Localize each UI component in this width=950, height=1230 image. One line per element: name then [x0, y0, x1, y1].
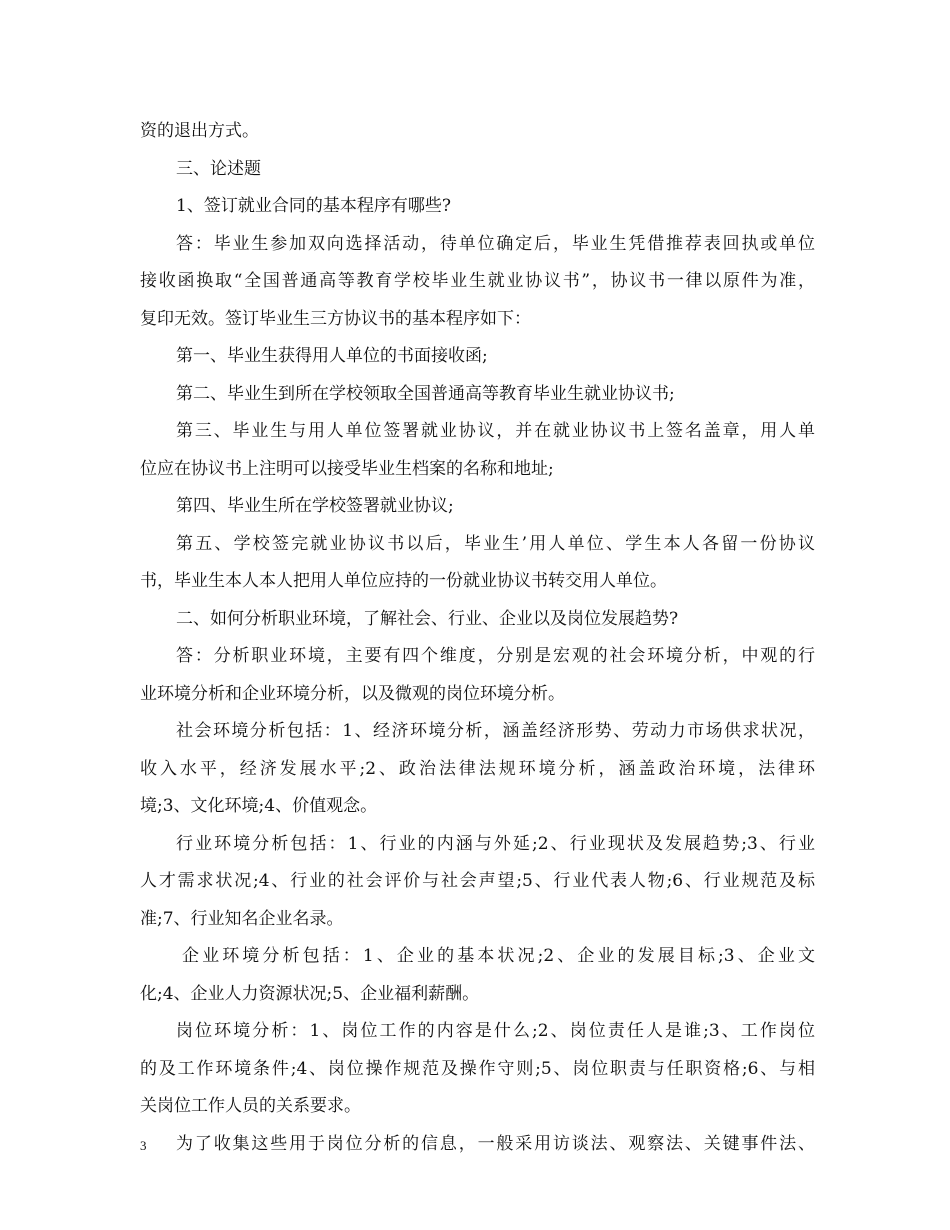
text-line: 收入水平，经济发展水平;2、政治法律法规环境分析，涵盖政治环境，法律环 [140, 758, 815, 779]
text-line: 第二、毕业生到所在学校领取全国普通高等教育毕业生就业协议书; [176, 383, 675, 404]
text-line: 复印无效。签订毕业生三方协议书的基本程序如下： [140, 308, 531, 329]
text-line: 为了收集这些用于岗位分析的信息，一般采用访谈法、观察法、关键事件法、 [176, 1133, 815, 1154]
text-line: 接收函换取“全国普通高等教育学校毕业生就业协议书”，协议书一律以原件为准， [140, 271, 815, 291]
text-line: 企业环境分析包括：1、企业的基本状况;2、企业的发展目标;3、企业文 [182, 946, 815, 966]
question-heading: 1、签订就业合同的基本程序有哪些? [176, 196, 451, 216]
page-number: 3 [140, 1138, 147, 1153]
section-heading: 三、论述题 [176, 158, 261, 179]
text-line: 准;7、行业知名企业名录。 [140, 908, 344, 929]
document-body [140, 113, 815, 1163]
text-line: 岗位环境分析：1、岗位工作的内容是什么;2、岗位责任人是谁;3、工作岗位 [176, 1021, 815, 1041]
text-line: 境;3、文化环境;4、价值观念。 [140, 796, 378, 816]
text-line: 第三、毕业生与用人单位签署就业协议，并在就业协议书上签名盖章，用人单 [176, 421, 815, 441]
text-line: 书，毕业生本人本人把用人单位应持的一份就业协议书转交用人单位。 [140, 571, 667, 591]
question-heading: 二、如何分析职业环境，了解社会、行业、企业以及岗位发展趋势? [176, 608, 679, 629]
text-line: 第五、学校签完就业协议书以后，毕业生’用人单位、学生本人各留一份协议 [176, 533, 815, 554]
text-line: 化;4、企业人力资源状况;5、企业福利薪酬。 [140, 983, 480, 1004]
text-line: 行业环境分析包括：1、行业的内涵与外延;2、行业现状及发展趋势;3、行业 [176, 833, 815, 854]
text-line: 人才需求状况;4、行业的社会评价与社会声望;5、行业代表人物;6、行业规范及标 [140, 871, 815, 891]
text-line: 社会环境分析包括：1、经济环境分析，涵盖经济形势、劳动力市场供求状况， [176, 721, 815, 741]
text-line: 关岗位工作人员的关系要求。 [140, 1096, 361, 1116]
text-line: 位应在协议书上注明可以接受毕业生档案的名称和地址; [140, 458, 554, 479]
text-line: 资的退出方式。 [140, 121, 259, 141]
text-line: 答：毕业生参加双向选择活动，待单位确定后，毕业生凭借推荐表回执或单位 [176, 233, 815, 254]
text-line: 第一、毕业生获得用人单位的书面接收函; [176, 346, 488, 366]
text-line: 答：分析职业环境，主要有四个维度，分别是宏观的社会环境分析，中观的行 [176, 646, 815, 666]
text-line: 业环境分析和企业环境分析，以及微观的岗位环境分析。 [140, 683, 565, 704]
text-line: 的及工作环境条件;4、岗位操作规范及操作守则;5、岗位职责与任职资格;6、与相 [140, 1058, 815, 1079]
text-line: 第四、毕业生所在学校签署就业协议; [176, 496, 454, 516]
